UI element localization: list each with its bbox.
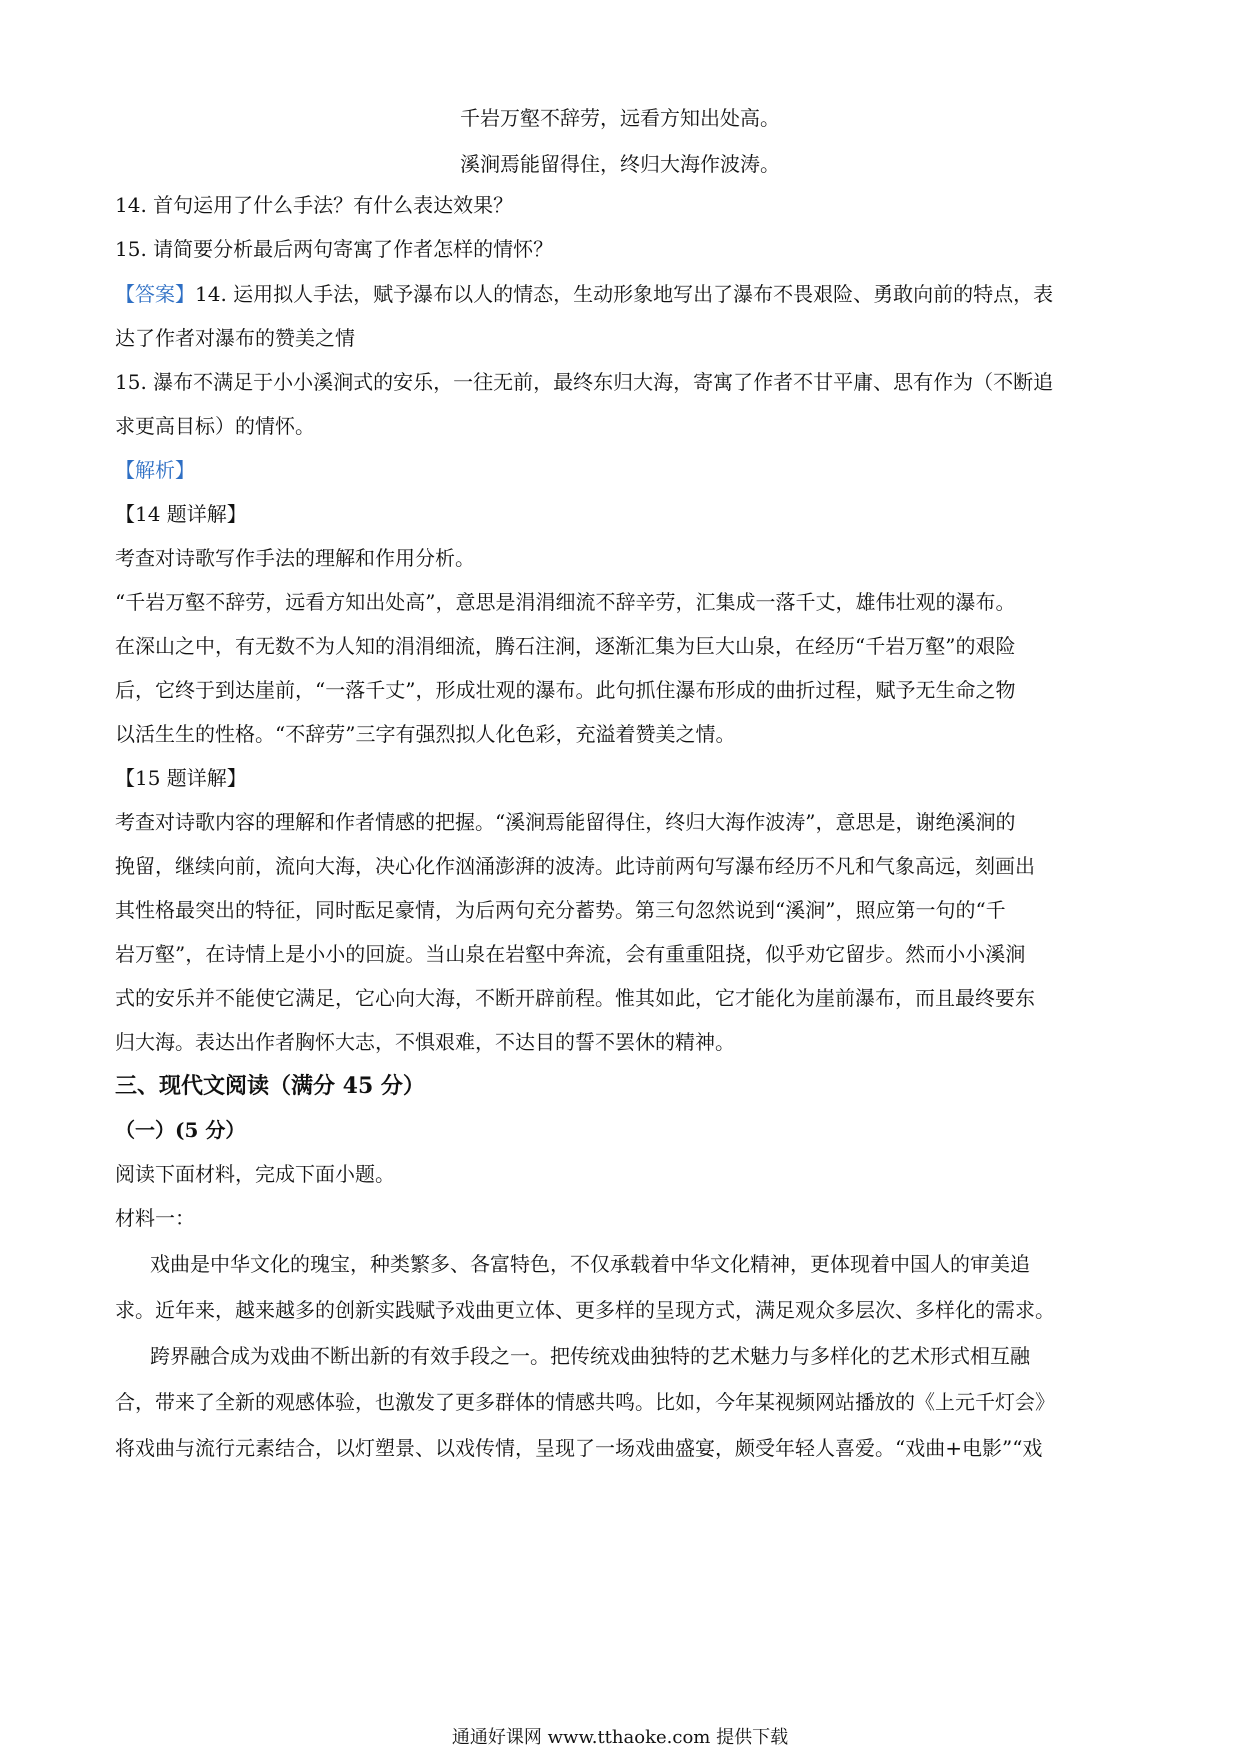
material-1-para-2-line-2: 合，带来了全新的观感体验，也激发了更多群体的情感共鸣。比如，今年某视频网站播放的《上元千灯会》 bbox=[115, 1390, 1055, 1414]
section-3-title: 三、现代文阅读（满分 45 分） bbox=[115, 1073, 425, 1099]
poem-line-2: 溪涧焉能留得住，终归大海作波涛。 bbox=[460, 152, 780, 176]
analysis-14-p3: 后，它终于到达崖前，“一落千丈”，形成壮观的瀑布。此句抓住瀑布形成的曲折过程，赋予无生命之物 bbox=[115, 678, 1016, 702]
answer-14-line-2: 达了作者对瀑布的赞美之情 bbox=[115, 326, 355, 350]
analysis-14-p1: “千岩万壑不辞劳，远看方知出处高”，意思是涓涓细流不辞辛劳，汇集成一落千丈，雄伟壮观的瀑布。 bbox=[115, 590, 1016, 614]
answer-14-line-1 bbox=[115, 279, 1125, 309]
analysis-14-p0: 考查对诗歌写作手法的理解和作用分析。 bbox=[115, 546, 475, 570]
analysis-15-p6: 归大海。表达出作者胸怀大志，不惧艰难，不达目的誓不罢休的精神。 bbox=[115, 1030, 735, 1054]
material-1-para-2-line-1: 跨界融合成为戏曲不断出新的有效手段之一。把传统戏曲独特的艺术魅力与多样化的艺术形式相互融 bbox=[150, 1344, 1030, 1368]
answer-15-line-1: 15. 瀑布不满足于小小溪涧式的安乐，一往无前，最终东归大海，寄寓了作者不甘平庸、思有作为（不断追 bbox=[115, 370, 1054, 394]
instruction-text: 阅读下面材料，完成下面小题。 bbox=[115, 1162, 395, 1186]
answer-15-line-2: 求更高目标）的情怀。 bbox=[115, 414, 315, 438]
material-1-para-1-line-1: 戏曲是中华文化的瑰宝，种类繁多、各富特色，不仅承载着中华文化精神，更体现着中国人的审美追 bbox=[150, 1252, 1030, 1276]
material-1-para-1-line-2: 求。近年来，越来越多的创新实践赋予戏曲更立体、更多样的呈现方式，满足观众多层次、多样化的需求。 bbox=[115, 1298, 1055, 1322]
poem-line-1: 千岩万壑不辞劳，远看方知出处高。 bbox=[460, 106, 780, 130]
analysis-15-p2: 挽留，继续向前，流向大海，决心化作汹涌澎湃的波涛。此诗前两句写瀑布经历不凡和气象高远，刻画出 bbox=[115, 854, 1035, 878]
subsection-1-title: （一）(5 分） bbox=[115, 1118, 246, 1142]
analysis-15-p1: 考查对诗歌内容的理解和作者情感的把握。“溪涧焉能留得住，终归大海作波涛”，意思是，谢绝溪涧的 bbox=[115, 810, 1016, 834]
question-15: 15. 请简要分析最后两句寄寓了作者怎样的情怀？ bbox=[115, 237, 554, 261]
heading-14-detail: 【14 题详解】 bbox=[115, 502, 247, 526]
analysis-15-p3: 其性格最突出的特征，同时酝足豪情，为后两句充分蓄势。第三句忽然说到“溪涧”，照应第一句的“千 bbox=[115, 898, 1006, 922]
footer-watermark: 通通好课网 www.tthaoke.com 提供下载 bbox=[451, 1727, 789, 1748]
analysis-tag: 【解析】 bbox=[115, 458, 195, 482]
analysis-14-p2: 在深山之中，有无数不为人知的涓涓细流，腾石注涧，逐渐汇集为巨大山泉，在经历“千岩万壑”的艰险 bbox=[115, 634, 1016, 658]
material-1-label: 材料一： bbox=[115, 1206, 195, 1230]
analysis-15-p4: 岩万壑”，在诗情上是小小的回旋。当山泉在岩壑中奔流，会有重重阻挠，似乎劝它留步。然而小小溪涧 bbox=[115, 942, 1026, 966]
material-1-para-2-line-3: 将戏曲与流行元素结合，以灯塑景、以戏传情，呈现了一场戏曲盛宴，颇受年轻人喜爱。“戏曲+电影”“戏 bbox=[115, 1436, 1043, 1460]
answer-tag: 【答案】 bbox=[115, 282, 195, 306]
question-14: 14. 首句运用了什么手法？有什么表达效果？ bbox=[115, 193, 514, 217]
analysis-15-p5: 式的安乐并不能使它满足，它心向大海，不断开辟前程。惟其如此，它才能化为崖前瀑布，而且最终要东 bbox=[115, 986, 1035, 1010]
answer-14-text: 14. 运用拟人手法，赋予瀑布以人的情态，生动形象地写出了瀑布不畏艰险、勇敢向前的特点，表 bbox=[195, 282, 1054, 306]
heading-15-detail: 【15 题详解】 bbox=[115, 766, 247, 790]
analysis-14-p4: 以活生生的性格。“不辞劳”三字有强烈拟人化色彩，充溢着赞美之情。 bbox=[115, 722, 736, 746]
